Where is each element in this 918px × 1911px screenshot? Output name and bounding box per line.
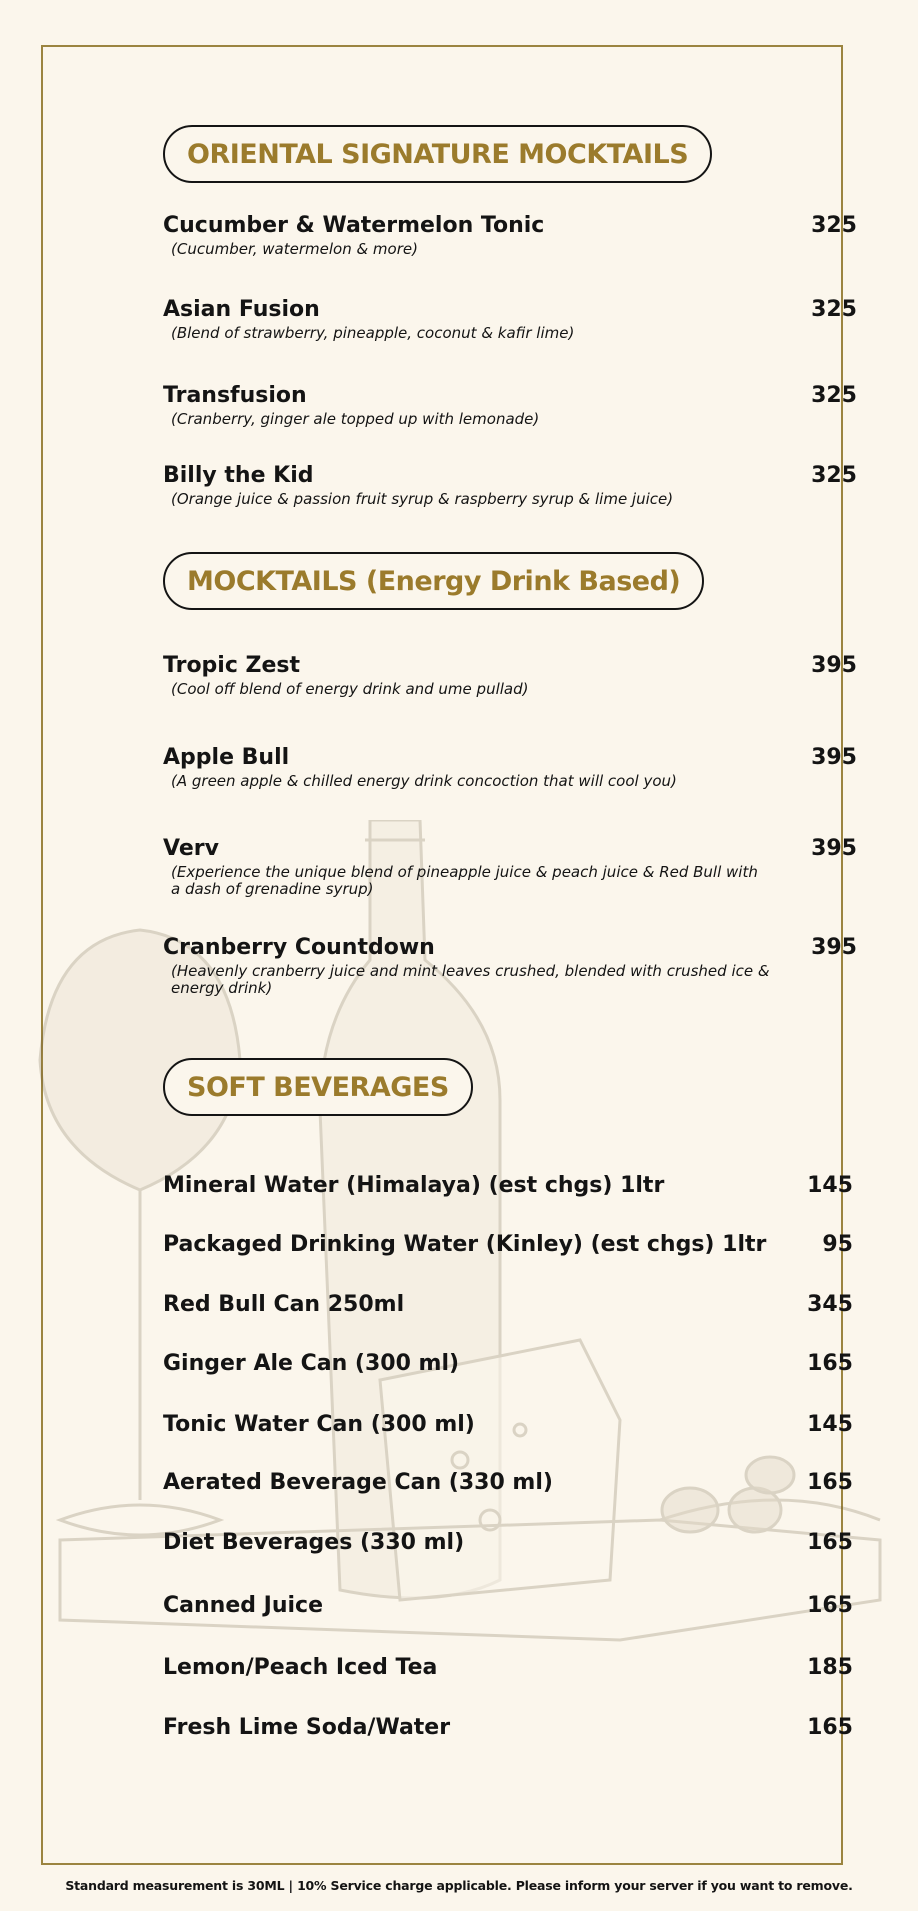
- item-price: 325: [811, 297, 857, 322]
- menu-item: [163, 1173, 857, 1199]
- item-price: 395: [811, 836, 857, 861]
- item-name: Cranberry Countdown: [163, 935, 435, 960]
- item-price: 165: [807, 1351, 853, 1376]
- item-name: Fresh Lime Soda/Water: [163, 1715, 451, 1740]
- menu-item: [163, 1593, 857, 1619]
- item-name: Mineral Water (Himalaya) (est chgs) 1ltr: [163, 1173, 665, 1198]
- menu-item: [163, 383, 857, 428]
- item-name: Billy the Kid: [163, 463, 314, 488]
- item-description: (Orange juice & passion fruit syrup & raspberry syrup & lime juice): [171, 490, 674, 508]
- menu-item: [163, 1412, 857, 1438]
- item-description: (Cool off blend of energy drink and ume pullad): [171, 680, 529, 698]
- item-description: (Cranberry, ginger ale topped up with lemonade): [171, 410, 540, 428]
- item-description: (Blend of strawberry, pineapple, coconut & kafir lime): [171, 324, 575, 342]
- menu-item: [163, 935, 857, 997]
- item-price: 395: [811, 653, 857, 678]
- menu-item: [163, 1292, 857, 1318]
- item-name: Ginger Ale Can (300 ml): [163, 1351, 460, 1376]
- menu-item: [163, 1655, 857, 1681]
- section-header-energy-mocktails: [163, 552, 704, 610]
- item-name: Asian Fusion: [163, 297, 320, 322]
- item-price: 165: [807, 1530, 853, 1555]
- item-description: (Cucumber, watermelon & more): [171, 240, 418, 258]
- item-name: Diet Beverages (330 ml): [163, 1530, 465, 1555]
- item-price: 95: [822, 1232, 853, 1257]
- section-title: ORIENTAL SIGNATURE MOCKTAILS: [187, 138, 689, 170]
- section-header-soft-beverages: [163, 1058, 473, 1116]
- menu-item: [163, 1715, 857, 1741]
- item-name: Verv: [163, 836, 219, 861]
- item-price: 165: [807, 1715, 853, 1740]
- item-price: 395: [811, 745, 857, 770]
- item-name: Canned Juice: [163, 1593, 323, 1618]
- item-description: (Experience the unique blend of pineapple juice & peach juice & Red Bull with a dash of grenadine syrup): [171, 863, 758, 898]
- item-name: Transfusion: [163, 383, 307, 408]
- item-price: 145: [807, 1173, 853, 1198]
- menu-item: [163, 297, 857, 342]
- item-price: 145: [807, 1412, 853, 1437]
- item-description: (A green apple & chilled energy drink concoction that will cool you): [171, 772, 677, 790]
- item-price: 325: [811, 463, 857, 488]
- item-name: Aerated Beverage Can (330 ml): [163, 1470, 553, 1495]
- menu-item: [163, 1470, 857, 1496]
- item-name: Packaged Drinking Water (Kinley) (est chgs) 1ltr: [163, 1232, 767, 1257]
- item-price: 165: [807, 1470, 853, 1495]
- footer-note: Standard measurement is 30ML | 10% Service charge applicable. Please inform your server if you want to remove.: [65, 1878, 853, 1893]
- item-name: Red Bull Can 250ml: [163, 1292, 405, 1317]
- menu-item: [163, 1232, 857, 1258]
- item-price: 325: [811, 383, 857, 408]
- section-header-oriental-mocktails: [163, 125, 712, 183]
- item-name: Tropic Zest: [163, 653, 301, 678]
- item-name: Lemon/Peach Iced Tea: [163, 1655, 438, 1680]
- menu-item: [163, 463, 857, 508]
- menu-item: [163, 1530, 857, 1556]
- section-title: MOCKTAILS (Energy Drink Based): [187, 565, 681, 597]
- menu-item: [163, 745, 857, 790]
- item-price: 395: [811, 935, 857, 960]
- menu-item: [163, 213, 857, 258]
- item-price: 325: [811, 213, 857, 238]
- section-title: SOFT BEVERAGES: [187, 1071, 449, 1103]
- item-name: Tonic Water Can (300 ml): [163, 1412, 475, 1437]
- item-description: (Heavenly cranberry juice and mint leaves crushed, blended with crushed ice & energy drink): [171, 962, 770, 997]
- menu-item: [163, 836, 857, 898]
- item-name: Apple Bull: [163, 745, 290, 770]
- item-price: 165: [807, 1593, 853, 1618]
- item-price: 185: [807, 1655, 853, 1680]
- menu-item: [163, 1351, 857, 1377]
- item-price: 345: [807, 1292, 853, 1317]
- menu-item: [163, 653, 857, 698]
- item-name: Cucumber & Watermelon Tonic: [163, 213, 545, 238]
